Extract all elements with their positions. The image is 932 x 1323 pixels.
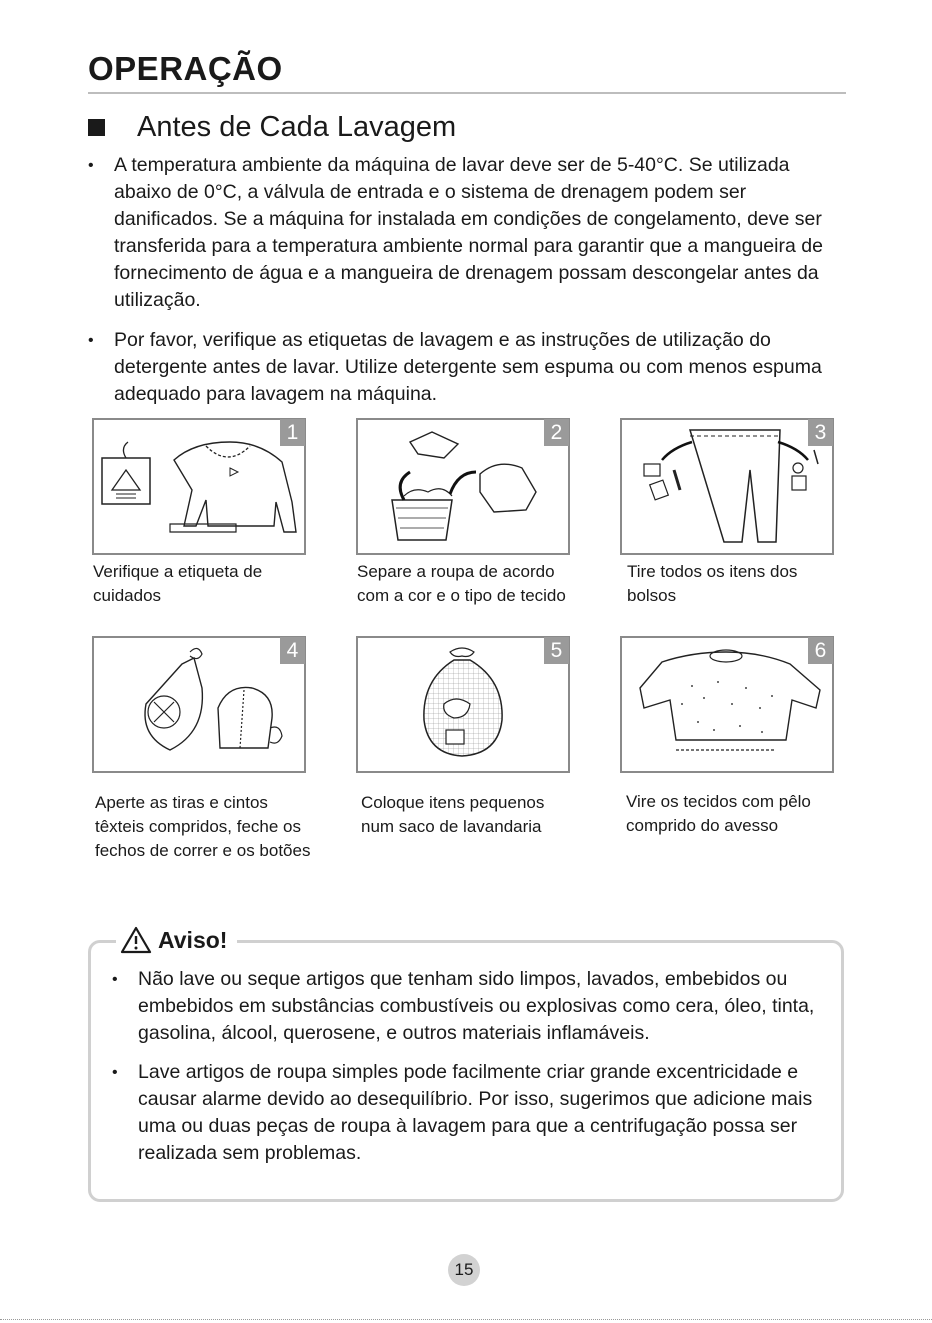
step-caption-5: Coloque itens pequenos num saco de lavandaria <box>361 793 545 836</box>
step-number-4: 4 <box>280 637 305 664</box>
inside-out-sweater-icon <box>622 638 832 771</box>
warning-item-flammable: • Não lave ou seque artigos que tenham sido limpos, lavados, embebidos ou embebidos em substâncias combustíveis ou explosivas como cera, óleo, tinta, gasolina, álcool, querosene, e outros materiais inflamáveis. <box>112 966 842 1047</box>
warning-heading <box>116 926 237 954</box>
warning-title: Aviso! <box>158 926 228 953</box>
step-panel-6 <box>620 636 834 773</box>
step-panel-1 <box>92 418 306 555</box>
step-number-5: 5 <box>544 637 569 664</box>
section-title: Antes de Cada Lavagem <box>137 111 457 143</box>
title-divider <box>88 92 846 94</box>
sort-laundry-basket-icon <box>358 420 568 553</box>
intro-paragraph-labels: • Por favor, verifique as etiquetas de lavagem e as instruções de utilização do detergente antes de lavar. Utilize detergente sem espuma ou com menos espuma adequado para lavagem na máquina. <box>88 327 848 408</box>
square-bullet-icon <box>88 119 105 136</box>
intro-paragraph-temperature: • A temperatura ambiente da máquina de lavar deve ser de 5-40°C. Se utilizada abaixo de 0°C, a válvula de entrada e o sistema de drenagem podem ser danificados. Se a máquina for instalada em condições de congelamento, deve ser transferida para a temperatura ambiente normal para garantir que a mangueira de fornecimento de água e a mangueira de drenagem possam descongelar antes da utilização. <box>88 152 848 314</box>
step-caption-4: Aperte as tiras e cintos têxteis compridos, feche os fechos de correr e os botões <box>95 793 311 860</box>
warning-triangle-icon <box>120 926 152 954</box>
tie-straps-zip-icon <box>94 638 304 771</box>
step-caption-1: Verifique a etiqueta de cuidados <box>93 562 263 605</box>
empty-pockets-trousers-icon <box>622 420 832 553</box>
step-panel-4 <box>92 636 306 773</box>
step-panel-3 <box>620 418 834 555</box>
step-panel-5 <box>356 636 570 773</box>
step-caption-6: Vire os tecidos com pêlo comprido do avesso <box>626 792 811 835</box>
intro-list <box>88 152 848 421</box>
step-panel-2 <box>356 418 570 555</box>
warning-item-balance: • Lave artigos de roupa simples pode facilmente criar grande excentricidade e causar alarme devido ao desequilíbrio. Por isso, sugerimos que adicione mais uma ou duas peças de roupa à lavagem para que a centrifugação possa ser realizada sem problemas. <box>112 1059 842 1167</box>
page-number: 15 <box>448 1254 480 1286</box>
warning-list <box>112 966 842 1179</box>
step-number-3: 3 <box>808 419 833 446</box>
laundry-bag-icon <box>358 638 568 771</box>
section-heading <box>88 111 456 144</box>
step-number-6: 6 <box>808 637 833 664</box>
page-bottom-border <box>0 1319 932 1320</box>
step-caption-2: Separe a roupa de acordo com a cor e o tipo de tecido <box>357 562 566 605</box>
step-caption-3: Tire todos os itens dos bolsos <box>627 562 798 605</box>
step-number-2: 2 <box>544 419 569 446</box>
step-number-1: 1 <box>280 419 305 446</box>
care-label-sweater-icon <box>94 420 304 553</box>
page-title: OPERAÇÃO <box>88 50 283 87</box>
